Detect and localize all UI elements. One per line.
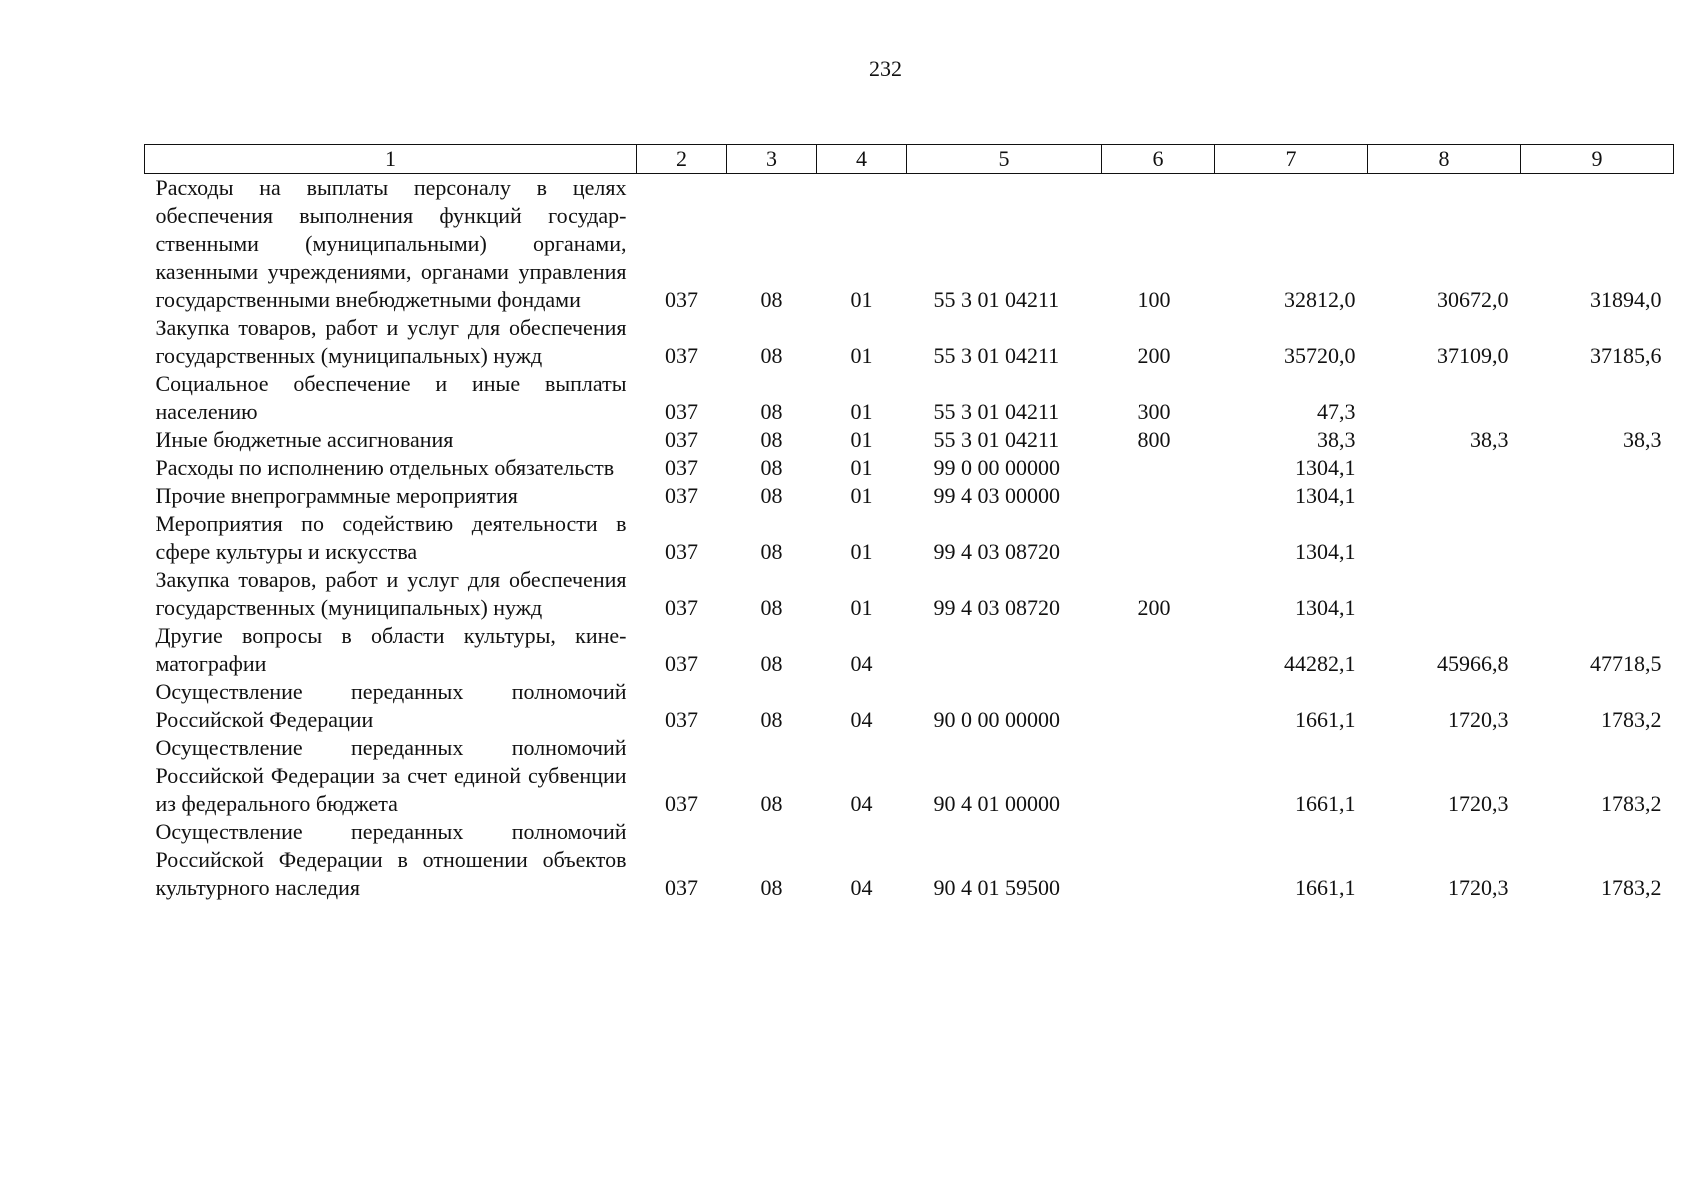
row-name-cell: Расходы по исполнению отдельных обязательств <box>155 455 615 480</box>
amount-col7-cell: 32812,0 <box>1284 287 1356 312</box>
row-name-cell: Расходы на выплаты персоналу в целях обеспечения выполнения функций государственными (муниципальными) органами, казенными учреждениями, органами управления государственными внебюджетными фондами <box>155 175 627 312</box>
expense-type-cell: 200 <box>1137 595 1171 620</box>
subsection-code-cell: 04 <box>850 875 873 900</box>
amount-col7-cell: 1661,1 <box>1295 791 1356 816</box>
table-row <box>145 734 1674 818</box>
header-cell-7: 7 <box>1215 145 1368 174</box>
amount-col7-cell: 1304,1 <box>1295 455 1356 480</box>
target-article-cell <box>907 622 1102 678</box>
row-name-cell: Осуществление переданных полномочий Российской Федерации <box>155 679 627 732</box>
amount-col7-cell: 44282,1 <box>1284 651 1356 676</box>
row-name-cell: Мероприятия по содействию деятельности в сфере культуры и искусства <box>155 511 627 564</box>
amount-col8-cell: 1720,3 <box>1448 707 1509 732</box>
subsection-code-cell: 04 <box>850 651 873 676</box>
subsection-code-cell: 01 <box>850 399 873 424</box>
amount-col7-cell: 1661,1 <box>1295 875 1356 900</box>
amount-col9-cell <box>1521 510 1674 566</box>
subsection-code-cell: 01 <box>850 427 873 452</box>
section-code-cell: 08 <box>760 483 783 508</box>
header-cell-1: 1 <box>145 145 637 174</box>
table-row <box>145 566 1674 622</box>
amount-col8-cell: 30672,0 <box>1437 287 1509 312</box>
amount-col8-cell <box>1368 566 1521 622</box>
expense-type-cell <box>1102 734 1215 818</box>
expense-type-cell: 100 <box>1137 287 1171 312</box>
row-name-cell: Другие вопросы в области культуры, кинематографии <box>155 623 627 676</box>
table-row <box>145 426 1674 454</box>
grbs-code-cell: 037 <box>665 707 698 732</box>
grbs-code-cell: 037 <box>665 287 698 312</box>
table-row <box>145 314 1674 370</box>
amount-col8-cell <box>1368 510 1521 566</box>
grbs-code-cell: 037 <box>665 595 698 620</box>
row-name-cell: Иные бюджетные ассигнования <box>155 427 454 452</box>
target-article-cell: 90 0 00 00000 <box>933 707 1060 732</box>
amount-col7-cell: 1661,1 <box>1295 707 1356 732</box>
table-row <box>145 174 1674 315</box>
amount-col8-cell: 1720,3 <box>1448 875 1509 900</box>
expense-type-cell <box>1102 454 1215 482</box>
amount-col9-cell: 47718,5 <box>1590 651 1662 676</box>
table-row <box>145 818 1674 902</box>
table-row <box>145 370 1674 426</box>
target-article-cell: 55 3 01 04211 <box>933 399 1060 424</box>
section-code-cell: 08 <box>760 651 783 676</box>
amount-col8-cell: 1720,3 <box>1448 791 1509 816</box>
amount-col9-cell: 1783,2 <box>1601 791 1662 816</box>
header-cell-3: 3 <box>727 145 817 174</box>
amount-col7-cell: 38,3 <box>1317 427 1356 452</box>
amount-col8-cell <box>1368 482 1521 510</box>
header-cell-2: 2 <box>637 145 727 174</box>
amount-col8-cell <box>1368 370 1521 426</box>
expense-type-cell <box>1102 818 1215 902</box>
target-article-cell: 55 3 01 04211 <box>933 287 1060 312</box>
table-row <box>145 454 1674 482</box>
amount-col9-cell <box>1521 566 1674 622</box>
header-cell-9: 9 <box>1521 145 1674 174</box>
header-row <box>145 145 1674 174</box>
subsection-code-cell: 01 <box>850 455 873 480</box>
amount-col9-cell <box>1521 482 1674 510</box>
target-article-cell: 99 4 03 08720 <box>933 539 1060 564</box>
amount-col8-cell: 45966,8 <box>1437 651 1509 676</box>
amount-col9-cell <box>1521 454 1674 482</box>
section-code-cell: 08 <box>760 791 783 816</box>
header-cell-5: 5 <box>907 145 1102 174</box>
expense-type-cell <box>1102 678 1215 734</box>
expense-type-cell <box>1102 482 1215 510</box>
amount-col9-cell: 31894,0 <box>1590 287 1662 312</box>
table-row <box>145 622 1674 678</box>
page-number: 232 <box>869 56 902 81</box>
target-article-cell: 99 4 03 08720 <box>933 595 1060 620</box>
amount-col7-cell: 1304,1 <box>1295 539 1356 564</box>
expense-type-cell: 200 <box>1137 343 1171 368</box>
target-article-cell: 90 4 01 00000 <box>933 791 1060 816</box>
grbs-code-cell: 037 <box>665 791 698 816</box>
table-row <box>145 482 1674 510</box>
amount-col9-cell <box>1521 370 1674 426</box>
subsection-code-cell: 01 <box>850 595 873 620</box>
amount-col9-cell: 37185,6 <box>1590 343 1662 368</box>
grbs-code-cell: 037 <box>665 539 698 564</box>
budget-table <box>144 144 1674 902</box>
section-code-cell: 08 <box>760 875 783 900</box>
grbs-code-cell: 037 <box>665 651 698 676</box>
subsection-code-cell: 04 <box>850 707 873 732</box>
section-code-cell: 08 <box>760 287 783 312</box>
amount-col8-cell: 37109,0 <box>1437 343 1509 368</box>
header-cell-6: 6 <box>1102 145 1215 174</box>
amount-col9-cell: 38,3 <box>1623 427 1662 452</box>
grbs-code-cell: 037 <box>665 343 698 368</box>
section-code-cell: 08 <box>760 539 783 564</box>
grbs-code-cell: 037 <box>665 427 698 452</box>
expense-type-cell: 800 <box>1137 427 1171 452</box>
target-article-cell: 90 4 01 59500 <box>933 875 1060 900</box>
expense-type-cell <box>1102 510 1215 566</box>
section-code-cell: 08 <box>760 427 783 452</box>
grbs-code-cell: 037 <box>665 875 698 900</box>
subsection-code-cell: 01 <box>850 343 873 368</box>
table-row <box>145 678 1674 734</box>
row-name-cell: Закупка товаров, работ и услуг для обеспечения государственных (муниципальных) нужд <box>155 315 627 368</box>
grbs-code-cell: 037 <box>665 455 698 480</box>
grbs-code-cell: 037 <box>665 399 698 424</box>
subsection-code-cell: 01 <box>850 483 873 508</box>
table-row <box>145 510 1674 566</box>
amount-col8-cell: 38,3 <box>1470 427 1509 452</box>
row-name-cell: Закупка товаров, работ и услуг для обеспечения государственных (муниципальных) нужд <box>155 567 627 620</box>
target-article-cell: 55 3 01 04211 <box>933 427 1060 452</box>
subsection-code-cell: 01 <box>850 539 873 564</box>
target-article-cell: 55 3 01 04211 <box>933 343 1060 368</box>
amount-col7-cell: 35720,0 <box>1284 343 1356 368</box>
row-name-cell: Осуществление переданных полномочий Российской Федерации в отношении объектов культурного наследия <box>155 819 627 900</box>
row-name-cell: Осуществление переданных полномочий Российской Федерации за счет единой субвенции из федерального бюджета <box>155 735 627 816</box>
section-code-cell: 08 <box>760 707 783 732</box>
row-name-cell: Социальное обеспечение и иные выплаты населению <box>155 371 627 424</box>
subsection-code-cell: 01 <box>850 287 873 312</box>
amount-col7-cell: 1304,1 <box>1295 483 1356 508</box>
header-cell-4: 4 <box>817 145 907 174</box>
header-cell-8: 8 <box>1368 145 1521 174</box>
subsection-code-cell: 04 <box>850 791 873 816</box>
grbs-code-cell: 037 <box>665 483 698 508</box>
amount-col8-cell <box>1368 454 1521 482</box>
table-body <box>145 174 1674 903</box>
amount-col9-cell: 1783,2 <box>1601 707 1662 732</box>
table-header <box>145 145 1674 174</box>
target-article-cell: 99 4 03 00000 <box>933 483 1060 508</box>
expense-type-cell <box>1102 622 1215 678</box>
row-name-cell: Прочие внепрограммные мероприятия <box>155 483 518 508</box>
amount-col9-cell: 1783,2 <box>1601 875 1662 900</box>
expense-type-cell: 300 <box>1137 399 1171 424</box>
section-code-cell: 08 <box>760 343 783 368</box>
target-article-cell: 99 0 00 00000 <box>933 455 1060 480</box>
section-code-cell: 08 <box>760 595 783 620</box>
amount-col7-cell: 1304,1 <box>1295 595 1356 620</box>
section-code-cell: 08 <box>760 455 783 480</box>
amount-col7-cell: 47,3 <box>1317 399 1356 424</box>
section-code-cell: 08 <box>760 399 783 424</box>
